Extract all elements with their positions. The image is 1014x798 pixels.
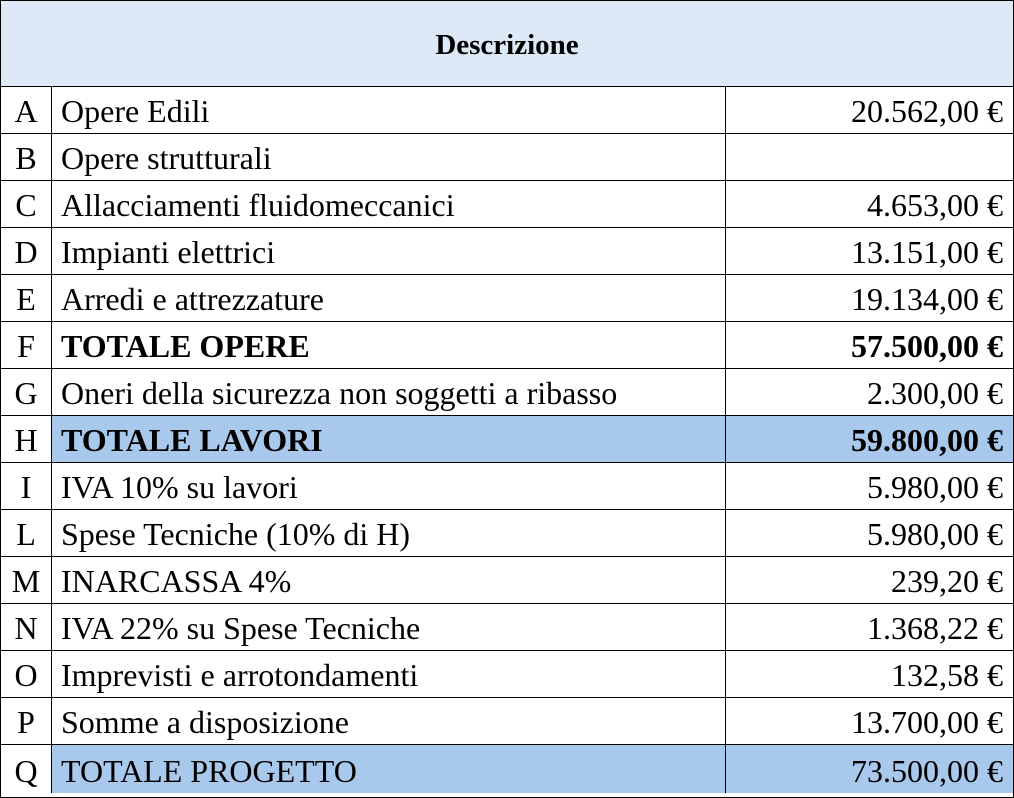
table-row [1, 651, 1013, 698]
row-description: TOTALE PROGETTO [52, 745, 726, 793]
row-letter: B [1, 134, 52, 180]
row-description: Arredi e attrezzature [52, 275, 726, 321]
table-row [1, 745, 1013, 793]
table-row [1, 698, 1013, 745]
row-letter: Q [1, 745, 52, 793]
row-amount: 59.800,00 € [726, 416, 1013, 462]
row-description: Oneri della sicurezza non soggetti a ribasso [52, 369, 726, 415]
table-row [1, 604, 1013, 651]
row-amount: 73.500,00 € [726, 745, 1013, 793]
row-description: Spese Tecniche (10% di H) [52, 510, 726, 556]
row-amount: 20.562,00 € [851, 93, 1003, 129]
table-row [1, 416, 1013, 463]
row-description: IVA 22% su Spese Tecniche [52, 604, 726, 650]
table-row [1, 87, 1013, 134]
row-amount: 132,58 € [891, 657, 1003, 693]
row-description: TOTALE OPERE [52, 322, 726, 368]
row-description: Allacciamenti fluidomeccanici [52, 181, 726, 227]
row-amount: 2.300,00 € [867, 375, 1003, 411]
row-letter: E [1, 275, 52, 321]
row-letter: D [1, 228, 52, 274]
table-row [1, 369, 1013, 416]
row-description: Imprevisti e arrotondamenti [52, 651, 726, 697]
row-letter: A [1, 87, 52, 133]
row-description: Impianti elettrici [52, 228, 726, 274]
row-description: Opere strutturali [52, 134, 726, 180]
row-letter: N [1, 604, 52, 650]
row-amount: 57.500,00 € [851, 328, 1003, 364]
row-amount: 13.151,00 € [851, 234, 1003, 270]
row-amount: 5.980,00 € [867, 516, 1003, 552]
header-title: Descrizione [435, 29, 579, 61]
table-body [1, 87, 1013, 793]
row-letter: G [1, 369, 52, 415]
table-row [1, 181, 1013, 228]
row-amount: 13.700,00 € [851, 704, 1003, 740]
row-description: IVA 10% su lavori [52, 463, 726, 509]
row-amount: 1.368,22 € [867, 610, 1003, 646]
row-description: Somme a disposizione [52, 698, 726, 744]
table-row [1, 510, 1013, 557]
row-amount: 5.980,00 € [867, 469, 1003, 505]
row-letter: I [1, 463, 52, 509]
table-row [1, 228, 1013, 275]
row-description: Opere Edili [52, 87, 726, 133]
row-letter: C [1, 181, 52, 227]
table-header [1, 1, 1013, 87]
table-row [1, 134, 1013, 181]
table-row [1, 275, 1013, 322]
row-letter: H [1, 416, 52, 462]
row-letter: M [1, 557, 52, 603]
row-letter: L [1, 510, 52, 556]
table-row [1, 322, 1013, 369]
row-letter: F [1, 322, 52, 368]
row-amount: 239,20 € [891, 563, 1003, 599]
row-description: TOTALE LAVORI [52, 416, 726, 462]
row-amount [726, 134, 1013, 180]
row-amount: 19.134,00 € [851, 281, 1003, 317]
row-letter: P [1, 698, 52, 744]
row-letter: O [1, 651, 52, 697]
row-description: INARCASSA 4% [52, 557, 726, 603]
row-amount: 4.653,00 € [867, 187, 1003, 223]
table-row [1, 557, 1013, 604]
table-row [1, 463, 1013, 510]
